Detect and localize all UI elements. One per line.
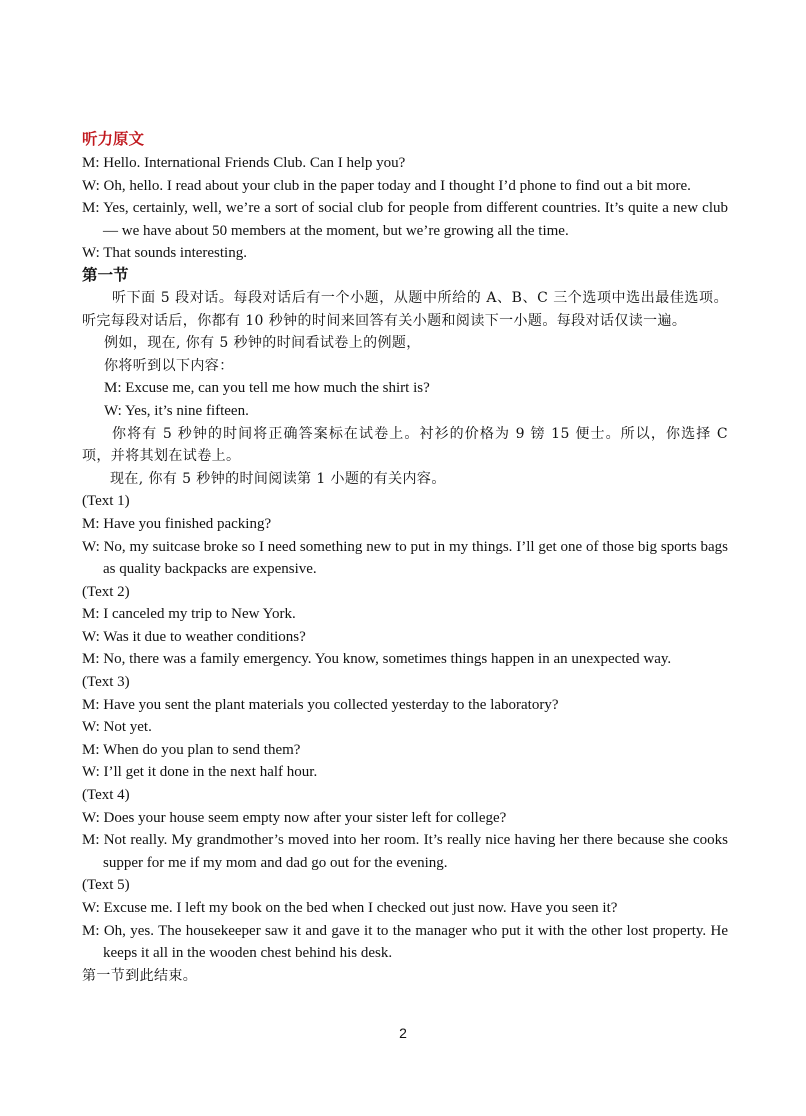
example-intro: 例如，现在, 你有 5 秒钟的时间看试卷上的例题， xyxy=(104,335,421,352)
dialogue-line: M: Hello. International Friends Club. Can I help you? xyxy=(82,155,406,171)
dialogue-line: W: Does your house seem empty now after your sister left for college? xyxy=(82,809,507,826)
text-label: (Text 5) xyxy=(82,877,130,894)
part-title: 第一节 xyxy=(82,266,129,284)
dialogue-line: W: Was it due to weather conditions? xyxy=(82,628,306,645)
dialogue-line: M: Yes, certainly, well, we’re a sort of social club for people from different countries. It’s quite a new club — we have about 50 members at the moment, but we’re growing all the time. xyxy=(82,200,728,239)
text-label: (Text 3) xyxy=(82,674,130,691)
dialogue-line: M: Not really. My grandmother’s moved into her room. It’s really nice having her there because she cooks supper for me if my mom and dad go out for the evening. xyxy=(82,832,728,871)
page-number: 2 xyxy=(399,1025,407,1041)
example-listen-note: 你将听到以下内容： xyxy=(104,357,234,374)
dialogue-line: W: Oh, hello. I read about your club in the paper today and I thought I’d phone to find out a bit more. xyxy=(82,177,691,194)
text-label: (Text 2) xyxy=(82,583,130,600)
listening-transcript xyxy=(82,128,728,987)
text-label: (Text 1) xyxy=(82,493,130,510)
example-dialogue-line: W: Yes, it’s nine fifteen. xyxy=(104,402,249,419)
dialogue-line: W: I’ll get it done in the next half hour. xyxy=(82,764,318,781)
dialogue-line: M: I canceled my trip to New York. xyxy=(82,606,296,623)
instructions-paragraph: 听下面 5 段对话。每段对话后有一个小题，从题中所给的 A、B、C 三个选项中选出最佳选项。听完每段对话后，你都有 10 秒钟的时间来回答有关小题和阅读下一小题。每段对话仅读一遍。 xyxy=(82,289,728,329)
example-answer-note: 你将有 5 秒钟的时间将正确答案标在试卷上。衬衫的价格为 9 镑 15 便士。所以，你选择 C 项，并将其划在试卷上。 xyxy=(82,425,728,465)
dialogue-line: M: No, there was a family emergency. You know, sometimes things happen in an unexpected way. xyxy=(82,651,672,668)
dialogue-line: W: That sounds interesting. xyxy=(82,245,247,262)
section-title: 听力原文 xyxy=(82,131,145,148)
dialogue-line: W: Not yet. xyxy=(82,719,152,736)
dialogue-line: W: Excuse me. I left my book on the bed when I checked out just now. Have you seen it? xyxy=(82,900,618,916)
dialogue-line: M: Oh, yes. The housekeeper saw it and gave it to the manager who put it with the other lost property. He keeps it all in the wooden chest behind his desk. xyxy=(82,922,728,962)
section-end: 第一节到此结束。 xyxy=(82,967,198,984)
read-question-note: 现在, 你有 5 秒钟的时间阅读第 1 小题的有关内容。 xyxy=(110,470,446,487)
dialogue-line: W: No, my suitcase broke so I need something new to put in my things. I’ll get one of those big sports bags as quality backpacks are expensive. xyxy=(82,538,728,578)
example-dialogue-line: M: Excuse me, can you tell me how much the shirt is? xyxy=(104,380,430,397)
dialogue-line: M: When do you plan to send them? xyxy=(82,741,301,758)
text-label: (Text 4) xyxy=(82,787,130,804)
dialogue-line: M: Have you sent the plant materials you collected yesterday to the laboratory? xyxy=(82,696,559,713)
dialogue-line: M: Have you finished packing? xyxy=(82,515,272,532)
